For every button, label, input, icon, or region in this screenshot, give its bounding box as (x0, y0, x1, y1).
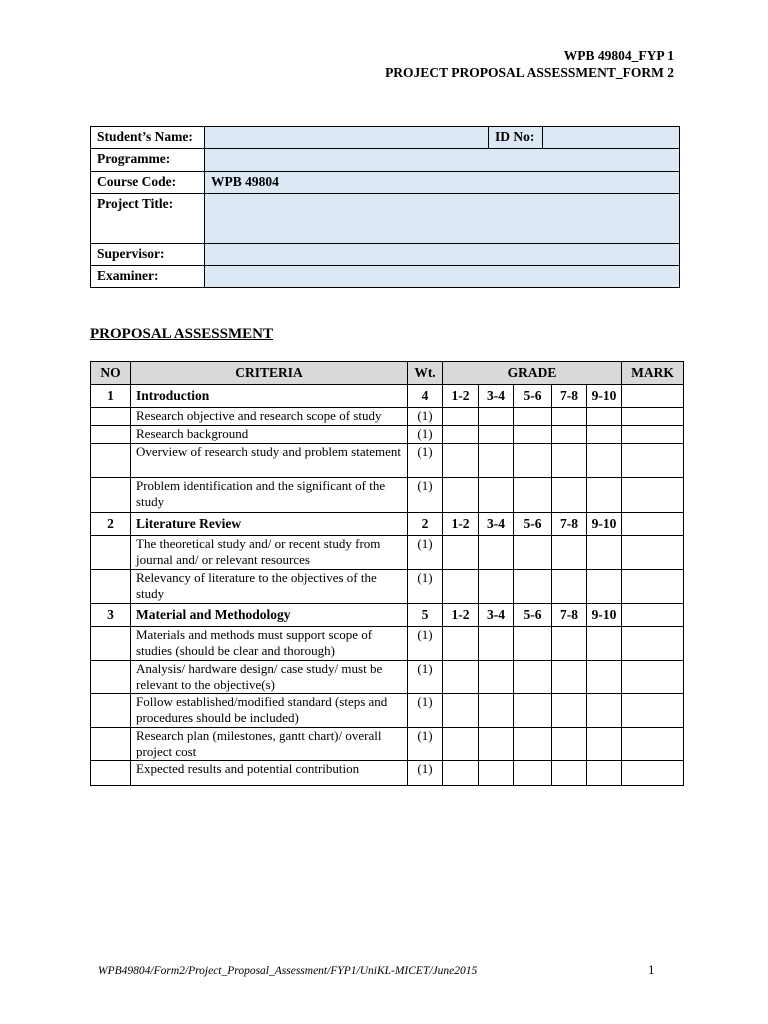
grade-cell[interactable] (479, 570, 514, 604)
col-wt-header: Wt. (408, 362, 443, 385)
section-number: 3 (91, 604, 131, 627)
grade-cell[interactable] (514, 694, 552, 728)
number-cell (91, 426, 131, 444)
mark-cell[interactable] (622, 444, 684, 478)
grade-cell[interactable] (514, 728, 552, 761)
number-cell (91, 694, 131, 728)
student-name-field[interactable] (205, 127, 489, 149)
grade-range-label: 5-6 (514, 385, 552, 408)
criteria-row (91, 426, 684, 444)
grade-cell[interactable] (479, 761, 514, 786)
criteria-row (91, 694, 684, 728)
criteria-text: Expected results and potential contribution (131, 761, 408, 786)
grade-cell[interactable] (479, 728, 514, 761)
mark-cell[interactable] (622, 385, 684, 408)
grade-range-label: 7-8 (552, 513, 587, 536)
grade-cell[interactable] (443, 694, 479, 728)
criteria-text: Research objective and research scope of study (131, 408, 408, 426)
grade-cell[interactable] (587, 661, 622, 694)
grade-cell[interactable] (587, 426, 622, 444)
grade-cell[interactable] (552, 444, 587, 478)
grade-range-label: 5-6 (514, 513, 552, 536)
grade-range-label: 5-6 (514, 604, 552, 627)
supervisor-label: Supervisor: (91, 244, 205, 266)
grade-cell[interactable] (552, 408, 587, 426)
criteria-weight: (1) (408, 444, 443, 478)
section-weight: 4 (408, 385, 443, 408)
criteria-row (91, 536, 684, 570)
grade-cell[interactable] (443, 627, 479, 661)
grade-cell[interactable] (443, 444, 479, 478)
grade-cell[interactable] (479, 444, 514, 478)
grade-cell[interactable] (587, 627, 622, 661)
number-cell (91, 761, 131, 786)
grade-cell[interactable] (514, 661, 552, 694)
mark-cell[interactable] (622, 627, 684, 661)
grade-cell[interactable] (514, 478, 552, 513)
grade-cell[interactable] (587, 694, 622, 728)
grade-cell[interactable] (552, 478, 587, 513)
criteria-row (91, 478, 684, 513)
grade-range-label: 1-2 (443, 604, 479, 627)
section-title-cell: Literature Review (131, 513, 408, 536)
form-title: PROJECT PROPOSAL ASSESSMENT_FORM 2 (385, 65, 674, 80)
grade-range-label: 9-10 (587, 513, 622, 536)
criteria-weight: (1) (408, 627, 443, 661)
number-cell (91, 627, 131, 661)
grade-cell[interactable] (552, 627, 587, 661)
col-no-header: NO (91, 362, 131, 385)
mark-cell[interactable] (622, 694, 684, 728)
assessment-table (90, 361, 684, 786)
grade-cell[interactable] (587, 408, 622, 426)
grade-cell[interactable] (587, 444, 622, 478)
grade-cell[interactable] (443, 570, 479, 604)
col-mark-header: MARK (622, 362, 684, 385)
mark-cell[interactable] (622, 661, 684, 694)
id-label: ID No: (489, 127, 543, 149)
grade-range-label: 3-4 (479, 604, 514, 627)
criteria-text: Research plan (milestones, gantt chart)/ overall project cost (131, 728, 408, 761)
programme-field[interactable] (205, 149, 680, 172)
mark-cell[interactable] (622, 478, 684, 513)
grade-cell[interactable] (552, 694, 587, 728)
section-title: PROPOSAL ASSESSMENT (90, 326, 273, 342)
grade-cell[interactable] (514, 426, 552, 444)
grade-cell[interactable] (479, 408, 514, 426)
id-field[interactable] (543, 127, 680, 149)
section-weight: 2 (408, 513, 443, 536)
grade-cell[interactable] (552, 728, 587, 761)
grade-range-label: 7-8 (552, 385, 587, 408)
grade-cell[interactable] (443, 426, 479, 444)
grade-range-label: 9-10 (587, 604, 622, 627)
number-cell (91, 661, 131, 694)
criteria-row (91, 728, 684, 761)
criteria-weight: (1) (408, 426, 443, 444)
col-criteria-header: CRITERIA (131, 362, 408, 385)
supervisor-field[interactable] (205, 244, 680, 266)
form-code: WPB 49804_FYP 1 (563, 48, 674, 63)
col-grade-header: GRADE (443, 362, 622, 385)
programme-label: Programme: (91, 149, 205, 172)
mark-cell[interactable] (622, 604, 684, 627)
criteria-weight: (1) (408, 661, 443, 694)
grade-cell[interactable] (443, 536, 479, 570)
criteria-weight: (1) (408, 694, 443, 728)
grade-cell[interactable] (587, 570, 622, 604)
grade-cell[interactable] (479, 627, 514, 661)
criteria-weight: (1) (408, 408, 443, 426)
grade-range-label: 3-4 (479, 385, 514, 408)
section-number: 1 (91, 385, 131, 408)
page-number: 1 (648, 962, 655, 977)
number-cell (91, 478, 131, 513)
criteria-weight: (1) (408, 761, 443, 786)
section-title-cell: Introduction (131, 385, 408, 408)
number-cell (91, 728, 131, 761)
grade-cell[interactable] (443, 728, 479, 761)
grade-range-label: 7-8 (552, 604, 587, 627)
grade-cell[interactable] (514, 761, 552, 786)
criteria-weight: (1) (408, 478, 443, 513)
grade-range-label: 1-2 (443, 385, 479, 408)
grade-cell[interactable] (479, 694, 514, 728)
section-row (91, 513, 684, 536)
criteria-text: Follow established/modified standard (steps and procedures should be included) (131, 694, 408, 728)
grade-cell[interactable] (514, 627, 552, 661)
criteria-text: Overview of research study and problem statement (131, 444, 408, 478)
grade-range-label: 9-10 (587, 385, 622, 408)
criteria-row (91, 408, 684, 426)
number-cell (91, 408, 131, 426)
grade-cell[interactable] (587, 478, 622, 513)
mark-cell[interactable] (622, 761, 684, 786)
grade-cell[interactable] (514, 536, 552, 570)
criteria-text: Relevancy of literature to the objectives of the study (131, 570, 408, 604)
section-number: 2 (91, 513, 131, 536)
criteria-text: Analysis/ hardware design/ case study/ must be relevant to the objective(s) (131, 661, 408, 694)
grade-cell[interactable] (552, 661, 587, 694)
grade-cell[interactable] (443, 408, 479, 426)
grade-cell[interactable] (479, 426, 514, 444)
mark-cell[interactable] (622, 426, 684, 444)
mark-cell[interactable] (622, 728, 684, 761)
grade-cell[interactable] (479, 478, 514, 513)
grade-cell[interactable] (479, 536, 514, 570)
criteria-weight: (1) (408, 536, 443, 570)
section-row (91, 385, 684, 408)
criteria-row (91, 627, 684, 661)
grade-cell[interactable] (552, 536, 587, 570)
grade-cell[interactable] (443, 661, 479, 694)
criteria-text: Research background (131, 426, 408, 444)
mark-cell[interactable] (622, 408, 684, 426)
section-row (91, 604, 684, 627)
mark-cell[interactable] (622, 536, 684, 570)
project-title-field[interactable] (205, 194, 680, 244)
grade-cell[interactable] (443, 761, 479, 786)
student-name-label: Student’s Name: (91, 127, 205, 149)
grade-cell[interactable] (514, 444, 552, 478)
grade-cell[interactable] (587, 728, 622, 761)
grade-cell[interactable] (479, 661, 514, 694)
grade-range-label: 3-4 (479, 513, 514, 536)
student-info-table (90, 126, 680, 288)
criteria-row (91, 761, 684, 786)
grade-cell[interactable] (552, 761, 587, 786)
grade-cell[interactable] (514, 408, 552, 426)
criteria-row (91, 444, 684, 478)
section-weight: 5 (408, 604, 443, 627)
grade-cell[interactable] (552, 570, 587, 604)
section-title-cell: Material and Methodology (131, 604, 408, 627)
footer-reference: WPB49804/Form2/Project_Proposal_Assessment/FYP1/UniKL-MICET/June2015 (98, 965, 478, 977)
criteria-row (91, 570, 684, 604)
grade-cell[interactable] (552, 426, 587, 444)
number-cell (91, 536, 131, 570)
criteria-weight: (1) (408, 570, 443, 604)
grade-cell[interactable] (443, 478, 479, 513)
number-cell (91, 570, 131, 604)
grade-cell[interactable] (514, 570, 552, 604)
criteria-text: Problem identification and the significant of the study (131, 478, 408, 513)
criteria-weight: (1) (408, 728, 443, 761)
project-title-label: Project Title: (91, 194, 205, 244)
number-cell (91, 444, 131, 478)
criteria-row (91, 661, 684, 694)
examiner-label: Examiner: (91, 266, 205, 288)
grade-cell[interactable] (587, 536, 622, 570)
grade-range-label: 1-2 (443, 513, 479, 536)
course-code-label: Course Code: (91, 172, 205, 194)
mark-cell[interactable] (622, 570, 684, 604)
grade-cell[interactable] (587, 761, 622, 786)
mark-cell[interactable] (622, 513, 684, 536)
criteria-text: Materials and methods must support scope of studies (should be clear and thorough) (131, 627, 408, 661)
examiner-field[interactable] (205, 266, 680, 288)
criteria-text: The theoretical study and/ or recent study from journal and/ or relevant resources (131, 536, 408, 570)
course-code-field[interactable]: WPB 49804 (205, 172, 680, 194)
